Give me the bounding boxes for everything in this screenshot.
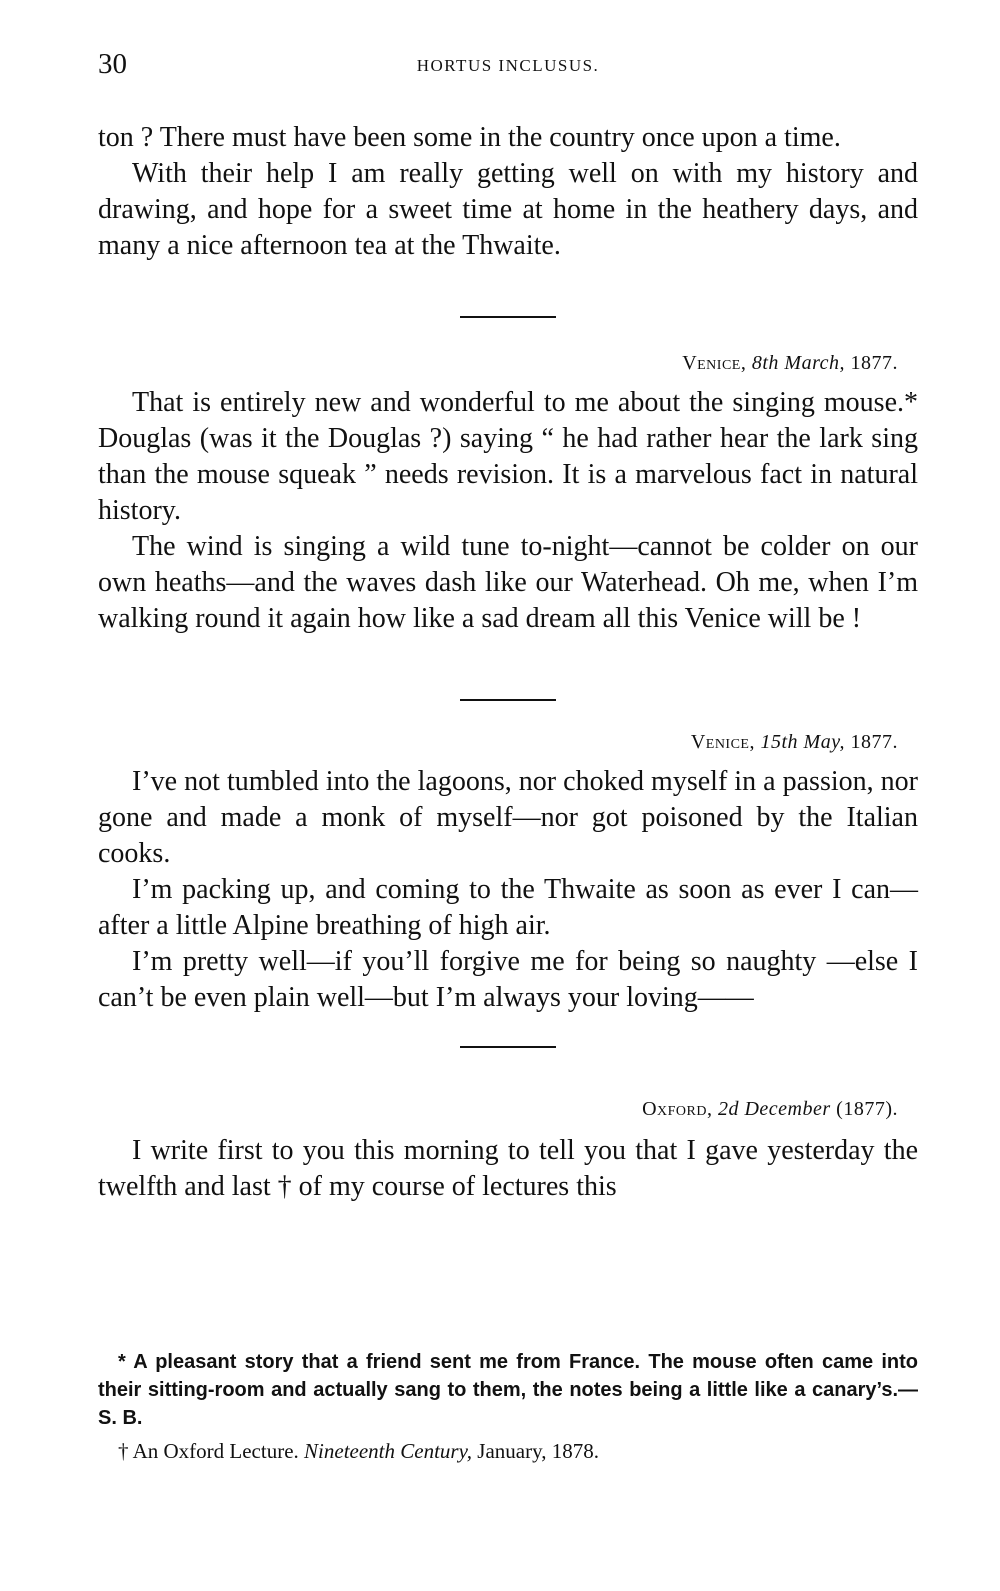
section-divider [460,1046,556,1048]
dateline-year: 1877. [850,731,898,753]
footnote-date: January, 1878. [477,1439,599,1463]
continuation-paragraph: With their help I am really getting well on with my history and drawing, and hope for a sweet time at home in the heathery days, and many a nice afternoon tea at the Thwaite. [98,158,918,261]
dateline-date: 15th May, [760,731,845,753]
page-content [98,120,918,1205]
letter-paragraph: The wind is singing a wild tune to-night—cannot be colder on our own heaths—and the waves dash like our Waterhead. Oh me, when I’m walking round it again how like a sad dream all this Venice will be ! [98,531,918,634]
page-header [98,48,918,88]
dateline-place: Oxford, [642,1098,713,1120]
letter-paragraph: I’ve not tumbled into the lagoons, nor choked myself in a passion, nor gone and made a monk of myself—nor got poisoned by the Italian cooks. [98,766,918,869]
dateline-date: 8th March, [751,352,845,374]
letter-paragraph: I write first to you this morning to tell you that I gave yesterday the twelfth and last † of my course of lectures this [98,1135,918,1202]
letter-dateline [98,731,918,754]
letter-paragraph: I’m packing up, and coming to the Thwaite as soon as ever I can—after a little Alpine breathing of high air. [98,874,918,941]
continuation-paragraph: ton ? There must have been some in the country once upon a time. [98,122,841,153]
letter-paragraph: I’m pretty well—if you’ll forgive me for being so naughty —else I can’t be even plain well—but I’m always your loving—— [98,946,918,1013]
dateline-year: 1877. [850,352,898,374]
dateline-place: Venice, [682,352,747,374]
letter-dateline [98,352,918,375]
footnotes [98,1348,918,1466]
letter-dateline [98,1098,918,1121]
section-divider [460,316,556,318]
letter-paragraph: That is entirely new and wonderful to me about the singing mouse.* Douglas (was it the Douglas ?) saying “ he had rather hear the lark sing than the mouse squeak ” needs revision. It is a marvelous fact in natural history. [98,387,918,526]
running-head: HORTUS INCLUSUS. [416,56,600,75]
footnote: * A pleasant story that a friend sent me from France. The mouse often came into their sitting-room and actually sang to them, the notes being a little like a canary’s.—S. B. [98,1351,918,1429]
dateline-year: (1877). [836,1098,898,1120]
footnote-text: † An Oxford Lecture. [118,1439,299,1463]
dateline-date: 2d December [717,1098,831,1120]
footnote [98,1436,918,1466]
page-number: 30 [98,48,127,80]
dateline-place: Venice, [690,731,755,753]
footnote-source: Nineteenth Century, [304,1439,473,1463]
section-divider [460,699,556,701]
